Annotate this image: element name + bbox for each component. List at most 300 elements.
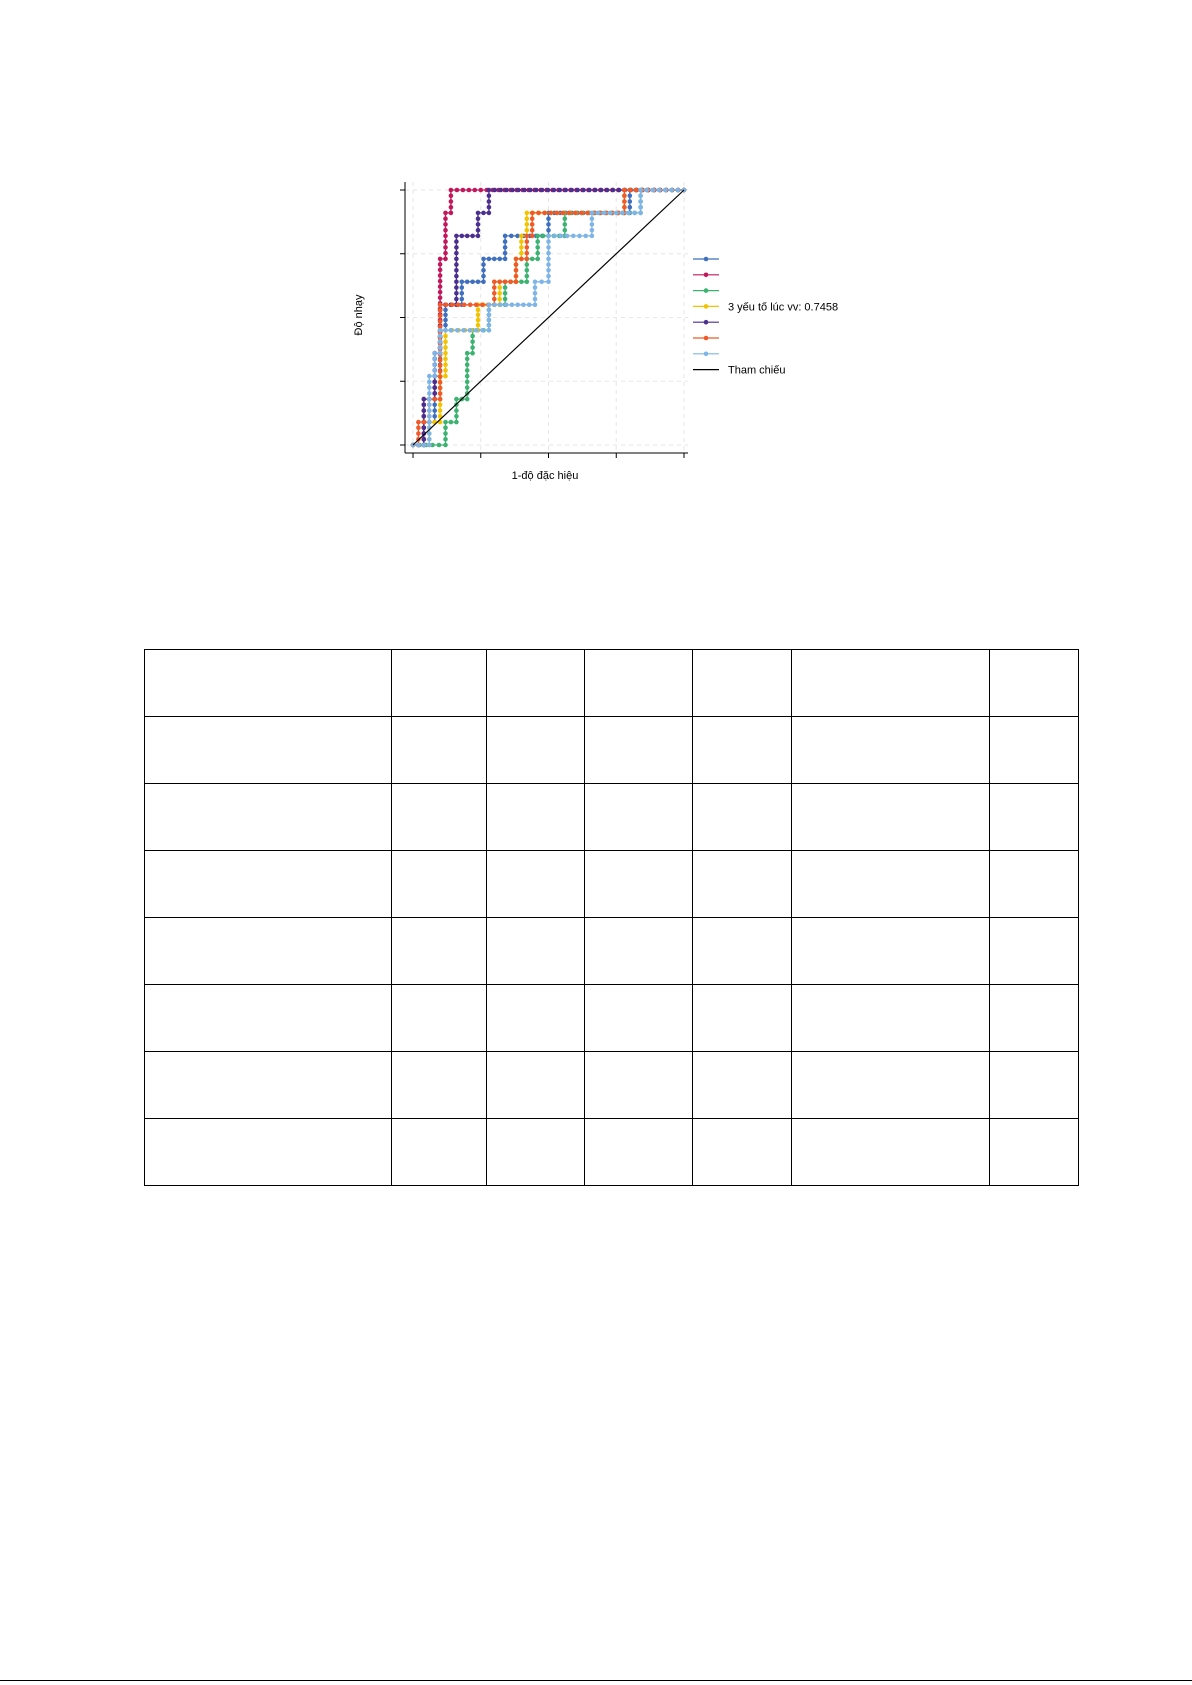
series-7-point: [638, 205, 643, 210]
series-6-point: [530, 222, 535, 227]
series-7-point: [657, 188, 662, 193]
series-7-point: [427, 408, 432, 413]
series-2-point: [449, 188, 454, 193]
series-5-point: [454, 245, 459, 250]
legend-label-4: 3 yếu tố lúc vv: 0.7458: [728, 301, 839, 314]
series-3-point: [454, 414, 459, 419]
series-1-point: [481, 268, 486, 273]
series-7-point: [515, 303, 520, 308]
series-5-point: [528, 188, 533, 193]
table-cell: [145, 784, 392, 851]
series-5-point: [593, 188, 598, 193]
legend-label-reference: Tham chiếu: [728, 364, 786, 377]
series-1-point: [628, 193, 633, 198]
series-7-point: [487, 313, 492, 318]
series-5-point: [454, 274, 459, 279]
table-cell: [487, 985, 585, 1052]
table-cell: [145, 650, 392, 717]
series-7-point: [487, 308, 492, 313]
series-1-point: [503, 234, 508, 239]
series-6-point: [548, 211, 553, 216]
series-5-point: [498, 188, 503, 193]
table-cell: [693, 784, 792, 851]
series-5-point: [487, 205, 492, 210]
series-7-point: [527, 303, 532, 308]
series-6-point: [438, 303, 443, 308]
series-6-point: [525, 245, 530, 250]
table-cell: [990, 918, 1079, 985]
series-2-point: [438, 262, 443, 267]
series-4-point: [438, 403, 443, 408]
table-cell: [585, 1119, 693, 1186]
series-5-point: [432, 380, 437, 385]
series-2-point: [443, 257, 448, 262]
series-5-point: [454, 239, 459, 244]
table-cell: [990, 717, 1079, 784]
series-2-point: [467, 188, 472, 193]
series-6-point: [480, 303, 485, 308]
series-6-point: [508, 280, 513, 285]
series-4-point: [476, 318, 481, 323]
series-4-point: [443, 334, 448, 339]
series-2-point: [438, 268, 443, 273]
table-cell: [792, 650, 990, 717]
series-5-point: [422, 397, 427, 402]
series-5-point: [454, 262, 459, 267]
table-cell: [145, 918, 392, 985]
table-cell: [392, 717, 487, 784]
series-7-point: [546, 280, 551, 285]
series-5-point: [540, 188, 545, 193]
series-1-point: [546, 222, 551, 227]
series-6-point: [438, 386, 443, 391]
series-3-point: [465, 357, 470, 362]
series-5-point: [422, 408, 427, 413]
series-6-point: [492, 291, 497, 296]
legend-marker-3: [704, 288, 709, 293]
series-2-point: [438, 257, 443, 262]
series-3-point: [535, 245, 540, 250]
series-7-point: [498, 303, 503, 308]
series-7-point: [663, 188, 668, 193]
series-6-point: [579, 211, 584, 216]
series-7-point: [432, 374, 437, 379]
series-7-point: [546, 234, 551, 239]
series-5-point: [493, 188, 498, 193]
series-6-point: [555, 211, 560, 216]
series-6-point: [438, 380, 443, 385]
table-cell: [990, 784, 1079, 851]
series-7-point: [438, 345, 443, 350]
series-1-point: [460, 280, 465, 285]
table-cell: [585, 918, 693, 985]
series-6-point: [492, 285, 497, 290]
series-7-point: [432, 351, 437, 356]
series-3-point: [454, 420, 459, 425]
series-6-point: [525, 234, 530, 239]
series-1-point: [546, 216, 551, 221]
series-5-point: [504, 188, 509, 193]
table-cell: [792, 784, 990, 851]
series-5-point: [552, 188, 557, 193]
table-cell: [145, 985, 392, 1052]
footer-rule: [0, 1680, 1192, 1681]
series-1-point: [460, 285, 465, 290]
series-1-point: [460, 291, 465, 296]
series-3-point: [443, 443, 448, 448]
series-4-point: [497, 291, 502, 296]
series-1-point: [443, 318, 448, 323]
table-cell: [145, 717, 392, 784]
series-4-point: [476, 313, 481, 318]
series-3-point: [443, 420, 448, 425]
series-7-point: [638, 188, 643, 193]
series-7-point: [608, 211, 613, 216]
series-1-point: [492, 257, 497, 262]
series-4-point: [525, 222, 530, 227]
series-7-point: [590, 211, 595, 216]
table-cell: [585, 784, 693, 851]
series-6-point: [462, 303, 467, 308]
series-7-point: [565, 234, 570, 239]
table-cell: [145, 1052, 392, 1119]
series-7-point: [427, 414, 432, 419]
table-cell: [693, 717, 792, 784]
series-3-point: [525, 274, 530, 279]
series-5-point: [487, 199, 492, 204]
series-2-point: [449, 211, 454, 216]
table-cell: [693, 1119, 792, 1186]
series-7-point: [638, 211, 643, 216]
series-3-point: [563, 228, 568, 233]
series-7-point: [590, 228, 595, 233]
table-cell: [392, 650, 487, 717]
series-6-point: [416, 426, 421, 431]
table-cell: [585, 1052, 693, 1119]
series-4-point: [438, 408, 443, 413]
table-cell: [145, 851, 392, 918]
series-7-point: [533, 303, 538, 308]
table-row: [145, 1119, 1079, 1186]
series-6-point: [622, 193, 627, 198]
series-7-point: [510, 303, 515, 308]
series-4-point: [519, 239, 524, 244]
series-7-point: [427, 391, 432, 396]
series-3-point: [465, 374, 470, 379]
series-6-point: [438, 391, 443, 396]
series-6-point: [503, 280, 508, 285]
series-6-point: [444, 303, 449, 308]
series-7-point: [468, 328, 473, 333]
table-cell: [792, 1052, 990, 1119]
series-7-point: [521, 303, 526, 308]
legend-marker-7: [704, 352, 709, 357]
table-cell: [487, 918, 585, 985]
series-6-point: [567, 211, 572, 216]
series-2-point: [438, 295, 443, 300]
series-3-point: [470, 339, 475, 344]
series-3-point: [443, 431, 448, 436]
series-1-point: [628, 205, 633, 210]
series-7-point: [427, 437, 432, 442]
series-5-point: [487, 193, 492, 198]
series-7-point: [546, 268, 551, 273]
series-2-point: [443, 251, 448, 256]
series-5-point: [422, 403, 427, 408]
series-4-point: [519, 245, 524, 250]
series-6-point: [622, 199, 627, 204]
series-7-point: [432, 368, 437, 373]
series-1-point: [503, 257, 508, 262]
legend-marker-5: [704, 320, 709, 325]
table-cell: [487, 784, 585, 851]
series-2-point: [438, 279, 443, 284]
table-cell: [792, 1119, 990, 1186]
series-7-point: [438, 328, 443, 333]
legend-marker-1: [704, 257, 709, 262]
series-3-point: [465, 385, 470, 390]
series-6-point: [573, 211, 578, 216]
series-5-point: [563, 188, 568, 193]
series-7-point: [416, 443, 421, 448]
series-6-point: [416, 431, 421, 436]
series-5-point: [587, 188, 592, 193]
series-3-point: [449, 420, 454, 425]
series-5-point: [454, 297, 459, 302]
table-cell: [693, 851, 792, 918]
series-5-point: [454, 234, 459, 239]
series-5-point: [454, 280, 459, 285]
series-2-point: [443, 211, 448, 216]
table-cell: [792, 918, 990, 985]
series-1-point: [465, 280, 470, 285]
series-5-point: [510, 188, 515, 193]
series-7-point: [614, 211, 619, 216]
series-5-point: [454, 291, 459, 296]
series-3-point: [535, 234, 540, 239]
series-1-point: [443, 323, 448, 328]
series-3-point: [470, 345, 475, 350]
series-6-point: [536, 211, 541, 216]
series-3-point: [519, 280, 524, 285]
series-5-point: [422, 426, 427, 431]
series-5-point: [487, 188, 492, 193]
series-1-point: [497, 257, 502, 262]
series-7-point: [427, 443, 432, 448]
legend: [693, 257, 838, 377]
series-6-point: [438, 308, 443, 313]
series-6-point: [530, 234, 535, 239]
series-4-point: [443, 345, 448, 350]
series-6-point: [542, 211, 547, 216]
series-6-point: [438, 358, 443, 363]
table-cell: [792, 985, 990, 1052]
series-4-point: [525, 216, 530, 221]
table-cell: [792, 717, 990, 784]
series-1-point: [432, 403, 437, 408]
table-cell: [693, 985, 792, 1052]
series-3-point: [535, 257, 540, 262]
series-7-point: [559, 234, 564, 239]
series-5-point: [569, 188, 574, 193]
series-2-point: [443, 216, 448, 221]
series-7-point: [438, 351, 443, 356]
series-3-point: [503, 297, 508, 302]
series-3-point: [465, 368, 470, 373]
series-2-point: [455, 188, 460, 193]
series-5-point: [599, 188, 604, 193]
series-3-point: [465, 397, 470, 402]
series-4-point: [497, 285, 502, 290]
series-7-point: [571, 234, 576, 239]
series-5-point: [476, 211, 481, 216]
results-table: [144, 649, 1079, 1186]
series-3-point: [454, 397, 459, 402]
series-2-point: [479, 188, 484, 193]
results-table-body: [145, 650, 1079, 1186]
table-cell: [487, 650, 585, 717]
series-3-point: [443, 426, 448, 431]
series-7-point: [539, 280, 544, 285]
series-5-point: [454, 268, 459, 273]
series-6-point: [438, 364, 443, 369]
table-cell: [990, 1119, 1079, 1186]
series-7-point: [427, 403, 432, 408]
series-7-point: [438, 339, 443, 344]
series-6-point: [514, 262, 519, 267]
series-7-point: [645, 188, 650, 193]
table-cell: [487, 1052, 585, 1119]
series-5-point: [454, 285, 459, 290]
series-4-point: [443, 357, 448, 362]
series-6-point: [438, 314, 443, 319]
series-7-point: [620, 211, 625, 216]
series-7-point: [487, 323, 492, 328]
table-cell: [792, 851, 990, 918]
series-7-point: [632, 211, 637, 216]
series-1-point: [509, 234, 514, 239]
series-6-point: [492, 280, 497, 285]
table-cell: [392, 985, 487, 1052]
series-7-point: [427, 397, 432, 402]
series-4-point: [443, 351, 448, 356]
series-4-point: [525, 211, 530, 216]
series-5-point: [470, 234, 475, 239]
series-7-point: [427, 374, 432, 379]
series-4-point: [476, 323, 481, 328]
series-1-point: [432, 414, 437, 419]
series-7-point: [546, 245, 551, 250]
series-2-point: [443, 234, 448, 239]
series-6-point: [416, 420, 421, 425]
table-cell: [693, 918, 792, 985]
series-7-point: [546, 251, 551, 256]
series-2-point: [449, 193, 454, 198]
series-3-point: [541, 234, 546, 239]
series-6-point: [530, 211, 535, 216]
series-7-point: [533, 280, 538, 285]
series-5-point: [581, 188, 586, 193]
series-7-point: [492, 303, 497, 308]
series-7-point: [474, 328, 479, 333]
series-7-point: [461, 328, 466, 333]
series-5-point: [476, 222, 481, 227]
series-4-point: [519, 251, 524, 256]
series-7-point: [546, 274, 551, 279]
table-cell: [585, 717, 693, 784]
series-1-point: [460, 297, 465, 302]
series-7-point: [577, 234, 582, 239]
table-cell: [392, 1052, 487, 1119]
series-6-point: [456, 303, 461, 308]
series-7-point: [583, 234, 588, 239]
series-7-point: [638, 193, 643, 198]
table-row: [145, 1052, 1079, 1119]
series-3-point: [535, 251, 540, 256]
series-5-point: [546, 188, 551, 193]
series-7-point: [480, 328, 485, 333]
x-axis-title: 1-độ đặc hiệu: [511, 470, 579, 482]
table-cell: [585, 851, 693, 918]
series-7-point: [552, 234, 557, 239]
series-7-point: [487, 318, 492, 323]
series-7-point: [596, 211, 601, 216]
series-1-point: [481, 280, 486, 285]
series-3-point: [465, 362, 470, 367]
table-cell: [145, 1119, 392, 1186]
series-2-point: [438, 284, 443, 289]
series-7-point: [546, 239, 551, 244]
table-cell: [990, 650, 1079, 717]
series-7-point: [546, 262, 551, 267]
series-6-point: [438, 375, 443, 380]
y-axis-title: Độ nhạy: [353, 294, 365, 336]
series-3-point: [503, 291, 508, 296]
series-4-point: [519, 234, 524, 239]
series-7-point: [427, 385, 432, 390]
series-4-point: [525, 228, 530, 233]
series-1-point: [503, 251, 508, 256]
series-1-point: [443, 308, 448, 313]
series-2-point: [449, 205, 454, 210]
series-5-point: [575, 188, 580, 193]
series-2-point: [443, 239, 448, 244]
series-3-point: [443, 437, 448, 442]
series-7-point: [487, 328, 492, 333]
series-1-point: [481, 274, 486, 279]
series-5-point: [611, 188, 616, 193]
series-6-point: [438, 369, 443, 374]
series-6-point: [628, 188, 633, 193]
series-4-point: [476, 308, 481, 313]
series-5-point: [432, 385, 437, 390]
table-cell: [585, 985, 693, 1052]
series-5-point: [476, 228, 481, 233]
series-7-point: [626, 211, 631, 216]
series-5-point: [422, 437, 427, 442]
series-5-point: [460, 234, 465, 239]
series-6-point: [438, 397, 443, 402]
series-3-point: [525, 280, 530, 285]
table-cell: [487, 851, 585, 918]
table-row: [145, 650, 1079, 717]
series-1-point: [503, 245, 508, 250]
series-1-point: [432, 408, 437, 413]
series-6-point: [525, 257, 530, 262]
series-7-point: [487, 303, 492, 308]
series-2-point: [438, 290, 443, 295]
series-5-point: [422, 414, 427, 419]
